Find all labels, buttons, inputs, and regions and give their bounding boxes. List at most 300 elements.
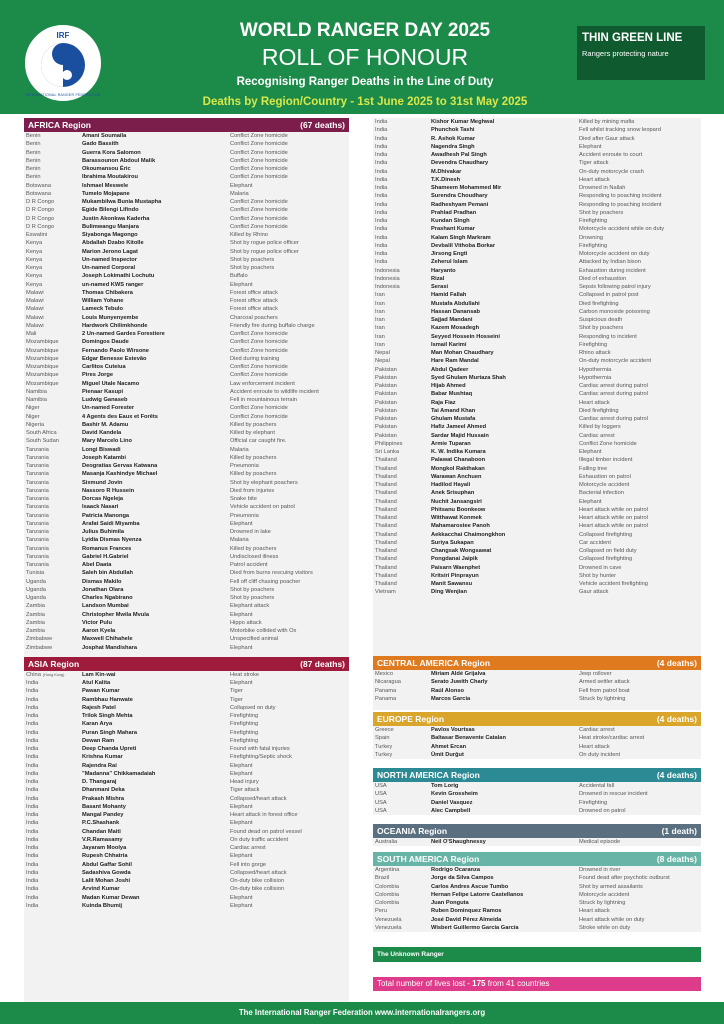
row-cause: Killed by elephant — [230, 430, 275, 436]
row-country: India — [375, 201, 388, 208]
row-name: Shameem Mohammed Mir — [431, 185, 502, 191]
row-country: Nicaragua — [375, 679, 401, 686]
row-country: India — [375, 185, 388, 191]
row-name: Maxwell Chihahele — [82, 636, 133, 643]
row-country: Kenya — [26, 273, 43, 280]
row-country: USA — [375, 807, 387, 814]
table-row — [373, 201, 701, 209]
row-cause: Shot by hunter — [579, 572, 616, 579]
table-row — [373, 349, 701, 357]
row-country: India — [375, 160, 388, 167]
row-cause: Died after Gaur attack — [579, 135, 635, 142]
row-country: India — [26, 696, 39, 703]
table-row — [373, 341, 701, 349]
table-row — [24, 297, 349, 305]
region-box-oceania — [373, 824, 701, 846]
row-country: Zimbabwe — [26, 644, 53, 651]
row-name: Prakash Mishra — [82, 795, 125, 802]
table-row — [24, 487, 349, 495]
row-cause: Shot by poachers — [230, 586, 275, 593]
row-cause: Died from injuries — [230, 487, 275, 494]
table-row — [373, 366, 701, 374]
row-name: Ahmet Ercan — [431, 743, 467, 750]
table-row — [24, 861, 349, 869]
row-name: Prahlad Pradhan — [431, 209, 477, 216]
row-cause: Hypothermia — [579, 374, 612, 381]
row-cause: Heart attack — [579, 176, 610, 183]
table-row — [373, 209, 701, 217]
table-row — [24, 248, 349, 256]
table-row — [24, 272, 349, 280]
row-country: Thailand — [375, 498, 397, 505]
row-name: Karan Arya — [82, 721, 113, 728]
row-cause: Collapsed/heart attack — [230, 795, 287, 802]
table-row — [24, 231, 349, 239]
row-country: Indonesia — [375, 275, 400, 282]
row-name: Longi Biswadi — [82, 446, 121, 453]
row-cause: Firefighting/Septic shock — [230, 754, 292, 761]
row-name: Zeherul Islam — [431, 259, 468, 266]
row-cause: Drowning — [579, 234, 604, 241]
row-name: Madan Kumar Dewan — [82, 894, 140, 901]
row-country: Eswatini — [26, 232, 48, 238]
table-row — [373, 498, 701, 506]
row-name: Nassoro R Hussein — [82, 487, 135, 494]
table-row — [24, 869, 349, 877]
row-cause: Shot by armed assailants — [579, 883, 643, 890]
row-name: Miriam Aldé Grijalva — [431, 671, 486, 677]
row-country: India — [26, 713, 39, 719]
region-header-central-america — [373, 656, 701, 670]
row-cause: Fell whilst tracking snow leopard — [579, 127, 661, 134]
row-name: Egide Bilengi Lifindo — [82, 207, 139, 214]
row-country: D R Congo — [26, 223, 55, 230]
total-suffix: from 41 countries — [485, 979, 550, 988]
row-name: Mongkol Rakthakan — [431, 465, 485, 472]
table-row — [24, 338, 349, 346]
row-cause: Conflict Zone homicide — [579, 440, 637, 447]
row-country: Tanzania — [26, 504, 49, 511]
row-cause: Found with fatal injuries — [230, 746, 290, 752]
row-name: Atul Kalita — [82, 680, 111, 686]
row-country: Namibia — [26, 397, 47, 403]
row-cause: Killed by poachers — [230, 471, 277, 478]
row-country: Malawi — [26, 314, 44, 321]
row-name: Hafiz Jameel Ahmed — [431, 424, 487, 431]
row-country: India — [26, 902, 39, 909]
row-country: Mexico — [375, 671, 394, 677]
row-name: M.Dhivakar — [431, 168, 462, 175]
row-country: Botswana — [26, 190, 51, 197]
row-country: India — [26, 754, 39, 761]
row-name: Hardwork Chilimkhonde — [82, 322, 148, 329]
row-country: India — [375, 209, 388, 216]
row-cause: Motorcycle accident while on duty — [579, 226, 665, 233]
table-row — [24, 778, 349, 786]
row-cause: Heat stroke — [230, 671, 260, 678]
row-name: Syed Ghulam Murtaza Shah — [431, 374, 506, 381]
table-row — [373, 168, 701, 176]
row-country: Tanzania — [26, 446, 49, 453]
row-name: Suriya Sukapan — [431, 539, 474, 546]
logo-text: IRF — [56, 31, 70, 40]
table-row — [24, 215, 349, 223]
row-country: India — [26, 704, 39, 711]
page-subtitle: Recognising Ranger Deaths in the Line of Duty — [236, 76, 494, 88]
row-name: Changsak Wongsawat — [431, 548, 492, 554]
row-country: Benin — [26, 149, 41, 156]
row-name: Tom Lorig — [431, 783, 459, 789]
left-column — [24, 118, 349, 1018]
table-row — [24, 836, 349, 844]
row-name: 4 Agents des Eaux et Forêts — [82, 413, 158, 420]
table-row — [24, 902, 349, 910]
table-row — [373, 432, 701, 440]
table-row — [373, 916, 701, 924]
region-count: (4 deaths) — [656, 714, 697, 724]
table-row — [373, 891, 701, 899]
row-name: Rajendra Rai — [82, 762, 117, 769]
row-country: Pakistan — [375, 391, 397, 398]
row-cause: Undisclosed illness — [230, 553, 279, 560]
table-row — [373, 531, 701, 539]
table-row — [373, 283, 701, 291]
row-country: South Africa — [26, 430, 57, 436]
row-cause: Responding to incident — [579, 333, 637, 340]
row-cause: Pneumonia — [230, 512, 259, 519]
row-name: Masanja Kashindye Michael — [82, 471, 158, 478]
row-name: Dhanmani Deka — [82, 787, 125, 794]
region-name: OCEANIA Region — [377, 826, 448, 836]
row-name: Jayaram Moolya — [82, 845, 127, 851]
region-list-europe — [373, 726, 701, 759]
region-box-central-america — [373, 656, 701, 703]
right-column — [373, 118, 701, 710]
row-cause: Exhaustion during incident — [579, 267, 646, 274]
region-list-asia-continued — [373, 118, 701, 597]
row-cause: Conflict Zone homicide — [230, 405, 288, 412]
row-country: India — [26, 803, 39, 810]
row-name: Kuinda Bhumij — [82, 902, 123, 909]
table-row — [24, 173, 349, 181]
row-name: Aaron Kyela — [82, 628, 116, 634]
row-name: Nuchit Jansangsiri — [431, 498, 482, 505]
table-row — [373, 151, 701, 159]
row-country: Iran — [375, 333, 385, 340]
table-row — [24, 256, 349, 264]
row-country: Benin — [26, 166, 41, 172]
table-row — [24, 322, 349, 330]
table-row — [373, 225, 701, 233]
row-name: Warawan Anchuen — [431, 473, 482, 480]
row-cause: Responding to poaching incident — [579, 193, 662, 200]
row-country-sub: (Hong Kong) — [42, 672, 65, 677]
row-cause: Found dead on patrol vessel — [230, 828, 302, 835]
row-cause: Jeep rollover — [579, 671, 612, 677]
row-name: Wisbert Guillermo García García — [431, 924, 519, 931]
row-name: Pongdanai Jaipik — [431, 556, 478, 563]
table-row — [373, 423, 701, 431]
row-name: Hamid Fallah — [431, 292, 467, 299]
row-country: Namibia — [26, 388, 47, 395]
row-cause: Tiger — [230, 688, 243, 695]
row-country: India — [375, 152, 388, 158]
table-row — [24, 446, 349, 454]
row-name: Landson Mumbai — [82, 603, 129, 610]
row-cause: Heart attack in forest office — [230, 812, 298, 818]
row-name: Neil O'Shaughnessy — [431, 839, 486, 845]
row-name: Amani Soumaila — [82, 133, 127, 139]
row-cause: Conflict Zone homicide — [230, 133, 288, 139]
row-name: D. Thangaraj — [82, 779, 117, 785]
region-list-central-america — [373, 670, 701, 703]
table-row — [24, 561, 349, 569]
row-cause: Fell into gorge — [230, 861, 267, 868]
row-name: Marcos Garcia — [431, 695, 471, 702]
row-cause: Died firefighting — [579, 300, 619, 307]
row-name: William Yohane — [82, 298, 124, 304]
row-country: Iran — [375, 292, 385, 299]
table-row — [373, 415, 701, 423]
row-country: Philippines — [375, 440, 403, 447]
row-name: Arafat Saidi Miyamba — [82, 520, 140, 527]
table-row — [24, 149, 349, 157]
row-country: Turkey — [375, 743, 393, 750]
table-row — [24, 594, 349, 602]
row-country: Iran — [375, 308, 385, 315]
row-cause: Forest office attack — [230, 289, 278, 296]
region-count: (4 deaths) — [656, 770, 697, 780]
row-cause: Collapsed/heart attack — [230, 869, 287, 876]
row-cause: Killed by Rhino — [230, 232, 268, 238]
row-name: Marion Jerono Lagat — [82, 248, 138, 255]
row-country: Pakistan — [375, 407, 397, 414]
table-row — [373, 743, 701, 751]
row-country: D R Congo — [26, 207, 55, 214]
row-cause: Elephant — [230, 680, 253, 686]
row-name: Serato Juwith Charly — [431, 679, 488, 686]
row-name: Miguel Utale Nacamo — [82, 380, 140, 387]
row-name: Kalam Singh Markram — [431, 234, 491, 241]
row-name: Nagendra Singh — [431, 143, 475, 150]
row-country: Tanzania — [26, 487, 49, 494]
row-country: India — [375, 251, 388, 257]
table-row — [24, 753, 349, 761]
table-row — [373, 217, 701, 225]
row-name: Ümit Durğut — [431, 751, 464, 758]
row-name: Hijab Ahmed — [431, 383, 466, 389]
row-name: Thomas Chibakera — [82, 289, 133, 296]
row-cause: Cardiac arrest during patrol — [579, 416, 648, 422]
row-cause: Motorcycle accident — [579, 891, 630, 898]
table-row — [24, 795, 349, 803]
table-row — [24, 536, 349, 544]
table-row — [24, 206, 349, 214]
footer: The International Ranger Federation www.internationalrangers.org — [0, 1002, 724, 1024]
row-name: Rodrigo Ocaranza — [431, 867, 480, 873]
row-name: Rajesh Patel — [82, 704, 116, 711]
row-cause: On-duty bike collision — [230, 878, 285, 884]
table-row — [373, 670, 701, 678]
row-country: India — [26, 746, 39, 752]
row-cause: Firefighting — [579, 799, 608, 806]
row-name: Witthawat Konmek — [431, 515, 482, 521]
row-country: USA — [375, 783, 387, 789]
row-name: Gabriel H.Gabriel — [82, 553, 129, 560]
row-cause: Elephant attack — [230, 603, 270, 610]
row-name: Sixmund Jovin — [82, 479, 123, 486]
row-name: Charles Ngabirano — [82, 595, 133, 601]
row-country: Thailand — [375, 556, 397, 563]
row-cause: Buffalo — [230, 273, 248, 280]
row-country: Pakistan — [375, 416, 397, 422]
row-name: Pawan Kumar — [82, 688, 120, 695]
row-cause: Shot by poachers — [230, 595, 275, 601]
row-name: Kritsiri Pinprayun — [431, 572, 479, 579]
row-name: T.K.Dinesh — [431, 176, 461, 183]
row-cause: Drowned in river — [579, 867, 621, 873]
table-row — [373, 782, 701, 790]
row-name: Carlos Andres Ascue Tumbo — [431, 883, 509, 890]
row-country: Malawi — [26, 298, 44, 304]
row-country: USA — [375, 791, 387, 798]
table-row — [24, 512, 349, 520]
row-name: Tai Amand Khan — [431, 407, 476, 414]
row-cause: Conflict Zone homicide — [230, 157, 288, 164]
table-row — [373, 308, 701, 316]
row-name: Raja Fiaz — [431, 399, 456, 406]
table-row — [24, 828, 349, 836]
region-name: CENTRAL AMERICA Region — [377, 658, 491, 668]
row-country: Thailand — [375, 506, 397, 513]
row-cause: Tiger attack — [579, 160, 609, 167]
row-country: Nepal — [375, 350, 390, 356]
row-name: Un-named Inspector — [82, 256, 137, 263]
row-cause: Elephant — [579, 449, 602, 455]
table-row — [24, 729, 349, 737]
row-name: Hadilod Hayali — [431, 482, 471, 488]
row-country: Tanzania — [26, 496, 49, 502]
unknown-ranger-banner: The Unknown Ranger — [373, 947, 701, 962]
row-country: India — [375, 193, 388, 200]
row-cause: Suspicious death — [579, 317, 623, 323]
row-cause: Elephant — [230, 770, 253, 777]
table-row — [24, 157, 349, 165]
row-cause: Conflict Zone homicide — [230, 372, 288, 379]
row-country: D R Congo — [26, 215, 55, 222]
region-header-europe — [373, 712, 701, 726]
table-row — [373, 448, 701, 456]
row-name: Ding Wenjian — [431, 589, 467, 596]
row-cause: Snake bite — [230, 496, 257, 502]
region-name: SOUTH AMERICA Region — [377, 854, 480, 864]
row-country: Thailand — [375, 548, 397, 554]
row-country: Panama — [375, 687, 397, 694]
table-row — [24, 264, 349, 272]
row-cause: Gaur attack — [579, 589, 609, 596]
table-row — [24, 528, 349, 536]
table-row — [24, 404, 349, 412]
row-cause: Stroke while on duty — [579, 924, 631, 931]
row-name: Paisarn Waenphet — [431, 564, 481, 571]
header-banner — [0, 0, 724, 114]
table-row — [24, 679, 349, 687]
row-country: Botswana — [26, 182, 51, 189]
table-row — [373, 357, 701, 365]
table-row — [24, 429, 349, 437]
table-row — [373, 924, 701, 932]
row-country: Thailand — [375, 539, 397, 546]
region-count: (8 deaths) — [656, 854, 697, 864]
row-country: India — [26, 845, 39, 851]
row-country: India — [26, 828, 39, 835]
row-name: Rizal — [431, 275, 445, 282]
row-country: Tanzania — [26, 553, 49, 560]
row-country: Zambia — [26, 603, 45, 610]
table-row — [373, 790, 701, 798]
table-row — [24, 844, 349, 852]
row-name: Deogratias Gervas Katwana — [82, 463, 158, 469]
row-name: Ismail Karimi — [431, 341, 467, 348]
table-row — [373, 481, 701, 489]
row-country: D R Congo — [26, 199, 55, 205]
row-cause: Patrol accident — [230, 562, 268, 568]
row-cause: Law enforcement incident — [230, 380, 295, 387]
region-list-oceania — [373, 838, 701, 846]
row-cause: Conflict Zone homicide — [230, 207, 288, 214]
row-name: Radheshyam Pemani — [431, 201, 489, 208]
row-country: Thailand — [375, 581, 397, 587]
row-name: 2 Un-named Gardes Forestiere — [82, 331, 165, 337]
row-name: Kazem Mosadegh — [431, 325, 480, 332]
row-name: Mary Marcelo Lino — [82, 438, 132, 445]
table-row — [24, 627, 349, 635]
row-cause: Sepsis following patrol injury — [579, 284, 651, 290]
row-name: Daniel Vasquez — [431, 799, 473, 806]
row-name: Seyyed Hossein Hosseini — [431, 333, 500, 340]
row-name: Mahamarostee Panoh — [431, 523, 490, 530]
row-name: Anek Srisuphan — [431, 490, 475, 497]
row-country: India — [26, 770, 39, 777]
row-cause: Conflict Zone homicide — [230, 331, 288, 337]
table-row — [373, 300, 701, 308]
row-cause: Cardiac arrest — [579, 432, 615, 439]
row-name: Siyabonga Magongo — [82, 232, 138, 238]
row-cause: Heart attack while on patrol — [579, 506, 648, 513]
row-country: Indonesia — [375, 267, 400, 274]
row-cause: Elephant — [230, 853, 253, 860]
row-country: Tanzania — [26, 454, 49, 461]
region-box-north-america — [373, 768, 701, 815]
row-country: Zambia — [26, 619, 45, 626]
row-country: Benin — [26, 141, 41, 148]
table-row — [24, 762, 349, 770]
row-country: Tanzania — [26, 479, 49, 486]
row-country: India — [26, 680, 39, 686]
row-cause: Attacked by Indian bison — [579, 259, 641, 266]
row-country: Mozambique — [26, 380, 59, 387]
row-country: Malawi — [26, 322, 44, 329]
row-name: Armie Tuparan — [431, 440, 471, 447]
table-row — [373, 588, 701, 596]
row-country: Mali — [26, 331, 37, 337]
region-name: NORTH AMERICA Region — [377, 770, 480, 780]
table-row — [24, 305, 349, 313]
table-row — [373, 192, 701, 200]
row-cause: Elephant — [230, 820, 253, 827]
table-row — [373, 726, 701, 734]
row-cause: Shot by poachers — [579, 209, 624, 216]
